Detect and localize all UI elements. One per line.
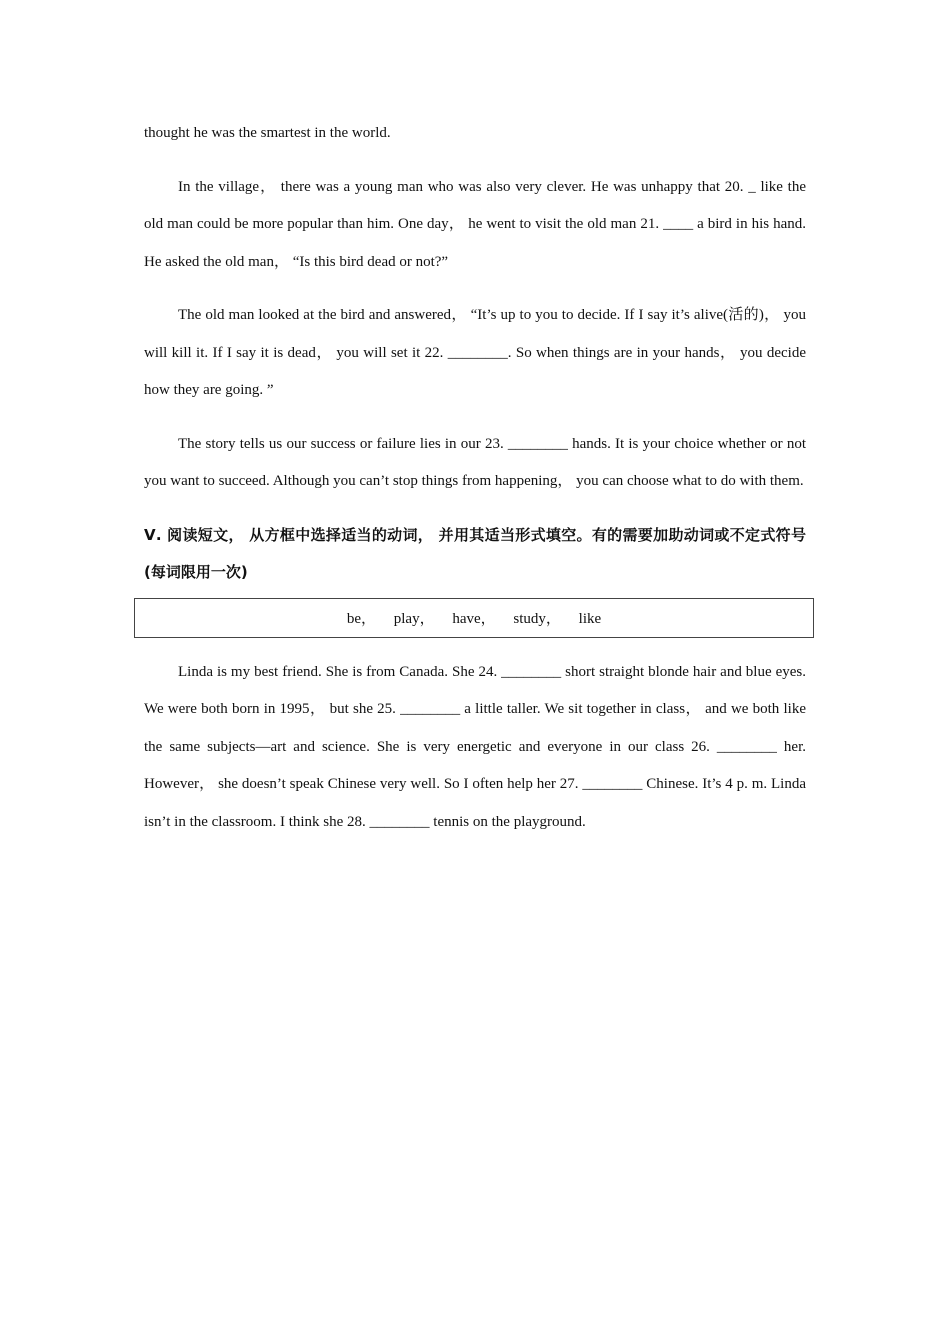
- word-bank-box: [134, 598, 814, 638]
- paragraph-0: thought he was the smartest in the world.: [144, 125, 391, 141]
- section-v-heading: Ⅴ. 阅读短文， 从方框中选择适当的动词， 并用其适当形式填空。有的需要加助动词或不定式符号(每词限用一次): [144, 525, 806, 581]
- paragraph-1: In the village， there was a young man who was also very clever. He was unhappy that 20. _ like the old man could be more popular than him. One day， he went to visit the old man 21. ____ a bird in his hand. He asked the old man， “Is this bird dead or not?”: [144, 178, 806, 270]
- paragraph-3: The story tells us our success or failure lies in our 23. ________ hands. It is your choice whether or not you want to succeed. Although you can’t stop things from happening， you can choose what to do with them.: [144, 435, 806, 489]
- paragraph-2: The old man looked at the bird and answered， “It’s up to you to decide. If I say it’s alive(活的)， you will kill it. If I say it is dead， you will set it 22. ________. So when things are in your hands， you decide how they are going. ”: [144, 307, 806, 398]
- word-bank-item: study，: [513, 610, 561, 627]
- word-bank-item: play，: [393, 610, 435, 627]
- document-page: [144, 115, 806, 857]
- word-bank-item: like: [578, 610, 602, 627]
- word-bank-item: be，: [346, 610, 376, 627]
- section-v-passage: Linda is my best friend. She is from Canada. She 24. ________ short straight blonde hair and blue eyes. We were both born in 1995， but she 25. ________ a little taller. We sit together in class， and we both like the same subjects—art and science. She is very energetic and everyone in our class 26. ________ her. However， she doesn’t speak Chinese very well. So I often help her 27. ________ Chinese. It’s 4 p. m. Linda isn’t in the classroom. I think she 28. ________ tennis on the playground.: [144, 663, 806, 830]
- word-bank-item: have，: [452, 610, 496, 627]
